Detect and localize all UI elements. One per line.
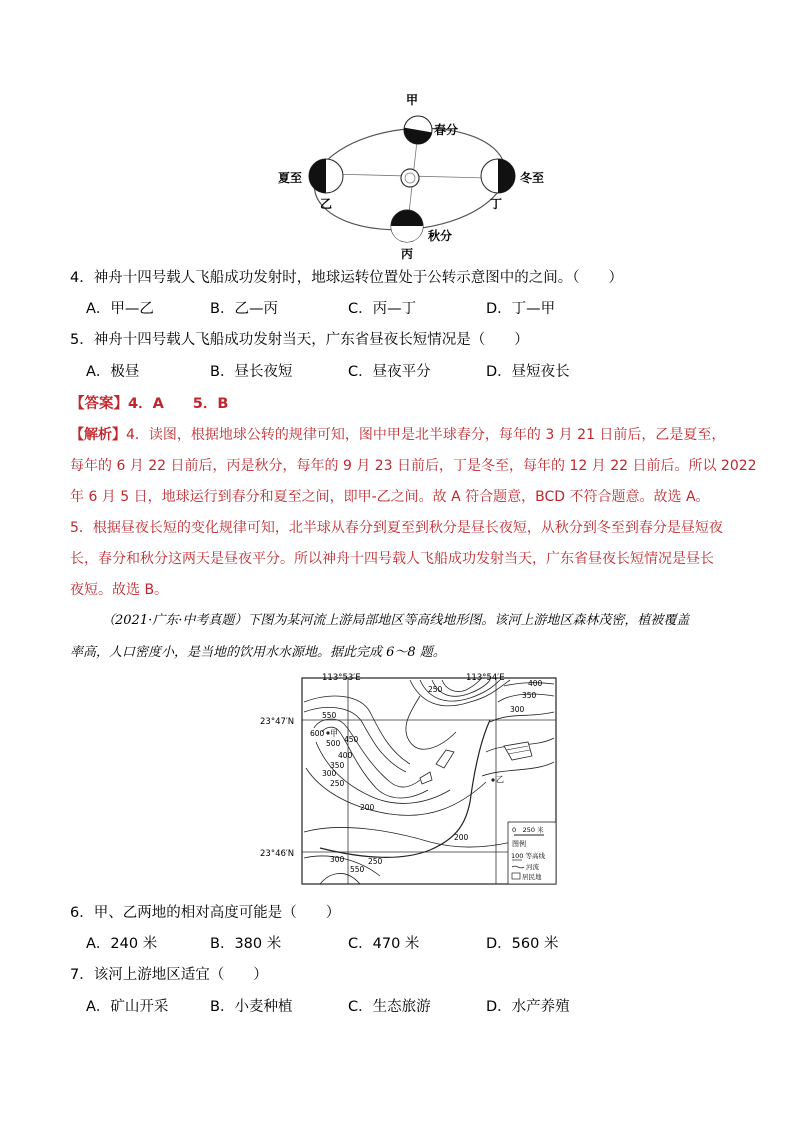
jia-label: 甲 bbox=[330, 729, 338, 738]
q6-option-a[interactable]: A．240 米 bbox=[86, 936, 158, 952]
label-autumn: 秋分 bbox=[428, 229, 453, 243]
q5-option-b[interactable]: B．昼长夜短 bbox=[210, 364, 293, 380]
question-6: 6．甲、乙两地的相对高度可能是（ ） bbox=[70, 905, 341, 921]
contour-label: 200 bbox=[454, 833, 469, 842]
q6-option-d[interactable]: D．560 米 bbox=[486, 936, 559, 952]
earth-autumn-icon bbox=[391, 210, 423, 242]
analysis-line-6: 夜短。故选 B。 bbox=[70, 582, 169, 598]
contour-label: 400 bbox=[338, 751, 353, 760]
contour-label: 250 bbox=[368, 857, 383, 866]
contour-label: 250 bbox=[330, 779, 345, 788]
label-ding: 丁 bbox=[490, 197, 503, 211]
contour-label: 500 bbox=[326, 739, 341, 748]
q5-option-a[interactable]: A．极昼 bbox=[86, 364, 140, 380]
label-spring: 春分 bbox=[434, 123, 459, 137]
earth-spring-icon bbox=[402, 116, 432, 146]
lat-bottom-label: 23°46′N bbox=[260, 849, 295, 859]
label-summer: 夏至 bbox=[278, 171, 303, 185]
q5-option-d[interactable]: D．昼短夜长 bbox=[486, 364, 570, 380]
analysis-line-5: 长，春分和秋分这两天是昼夜平分。所以神舟十四号载人飞船成功发射当天，广东省昼夜长短情况是昼长 bbox=[70, 551, 714, 567]
question-5: 5．神舟十四号载人飞船成功发射当天，广东省昼夜长短情况是（ ） bbox=[70, 332, 529, 348]
intro-line-2: 率高，人口密度小，是当地的饮用水水源地。据此完成 6～8 题。 bbox=[70, 645, 446, 660]
answer-text: 4．A 5．B bbox=[128, 396, 229, 412]
lon-left-label: 113°53′E bbox=[322, 673, 361, 683]
contour-map bbox=[260, 672, 560, 888]
question-4: 4．神舟十四号载人飞船成功发射时，地球运转位置处于公转示意图中的之间。（ ） bbox=[70, 270, 623, 286]
lon-right-label: 113°54′E bbox=[466, 673, 505, 683]
q6-option-b[interactable]: B．380 米 bbox=[210, 936, 282, 952]
analysis-text-1: 4．读图，根据地球公转的规律可知，图中甲是北半球春分，每年的 3 月 21 日前后，乙是夏至， bbox=[126, 427, 726, 443]
contour-label: 550 bbox=[350, 865, 365, 874]
earth-orbit-diagram bbox=[270, 92, 560, 262]
analysis-line-1 bbox=[70, 425, 725, 445]
answer-block bbox=[70, 394, 228, 414]
q5-option-c[interactable]: C．昼夜平分 bbox=[348, 364, 431, 380]
contour-label: 550 bbox=[322, 711, 337, 720]
answer-label: 【答案】 bbox=[70, 396, 128, 412]
analysis-line-2: 每年的 6 月 22 日前后，丙是秋分，每年的 9 月 23 日前后，丁是冬至，每年的 12 月 22 日前后。所以 2022 bbox=[70, 458, 757, 474]
legend-item-river: 河流 bbox=[526, 863, 539, 871]
q7-option-d[interactable]: D．水产养殖 bbox=[486, 999, 570, 1015]
contour-label: 300 bbox=[330, 855, 345, 864]
contour-label: 300 bbox=[322, 769, 337, 778]
contour-label: 450 bbox=[344, 735, 359, 744]
contour-label: 300 bbox=[510, 705, 525, 714]
scale-label: 0 250 米 bbox=[512, 826, 544, 834]
contour-label: 350 bbox=[522, 691, 537, 700]
analysis-line-3: 年 6 月 5 日，地球运行到春分和夏至之间，即甲-乙之间。故 A 符合题意，BCD 不符合题意。故选 A。 bbox=[70, 489, 710, 505]
sun-icon bbox=[401, 169, 419, 187]
analysis-line-4: 5．根据昼夜长短的变化规律可知，北半球从春分到夏至到秋分是昼长夜短，从秋分到冬至到春分是昼短夜 bbox=[70, 520, 723, 536]
q7-option-b[interactable]: B．小麦种植 bbox=[210, 999, 293, 1015]
q4-option-b[interactable]: B．乙—丙 bbox=[210, 301, 278, 317]
q4-option-a[interactable]: A．甲—乙 bbox=[86, 301, 154, 317]
contour-label: 600 bbox=[310, 729, 325, 738]
analysis-label: 【解析】 bbox=[70, 427, 126, 443]
q6-option-c[interactable]: C．470 米 bbox=[348, 936, 420, 952]
lat-top-label: 23°47′N bbox=[260, 717, 295, 727]
q4-option-d[interactable]: D．丁—甲 bbox=[486, 301, 556, 317]
earth-summer-icon bbox=[309, 159, 343, 193]
contour-label: 400 bbox=[528, 679, 543, 688]
map-legend bbox=[508, 822, 556, 884]
legend-item-settlement: 居民地 bbox=[522, 873, 542, 881]
label-bing: 丙 bbox=[401, 247, 414, 261]
earth-winter-icon bbox=[481, 159, 515, 193]
contour-label: 200 bbox=[360, 803, 375, 812]
contour-label: 250 bbox=[428, 685, 443, 694]
label-yi: 乙 bbox=[320, 197, 333, 211]
q7-option-a[interactable]: A．矿山开采 bbox=[86, 999, 169, 1015]
label-winter: 冬至 bbox=[520, 171, 545, 185]
contour-label: 350 bbox=[330, 761, 345, 770]
label-jia: 甲 bbox=[406, 93, 419, 107]
q7-option-c[interactable]: C．生态旅游 bbox=[348, 999, 431, 1015]
yi-label: 乙 bbox=[496, 775, 504, 784]
question-7: 7．该河上游地区适宜（ ） bbox=[70, 967, 268, 983]
intro-line-1: （2021·广东·中考真题）下图为某河流上游局部地区等高线地形图。该河上游地区森林茂密，植被覆盖 bbox=[102, 613, 690, 628]
q4-option-c[interactable]: C．丙—丁 bbox=[348, 301, 417, 317]
legend-title: 图例 bbox=[512, 840, 526, 848]
legend-item-contour: 100 等高线 bbox=[511, 852, 545, 860]
